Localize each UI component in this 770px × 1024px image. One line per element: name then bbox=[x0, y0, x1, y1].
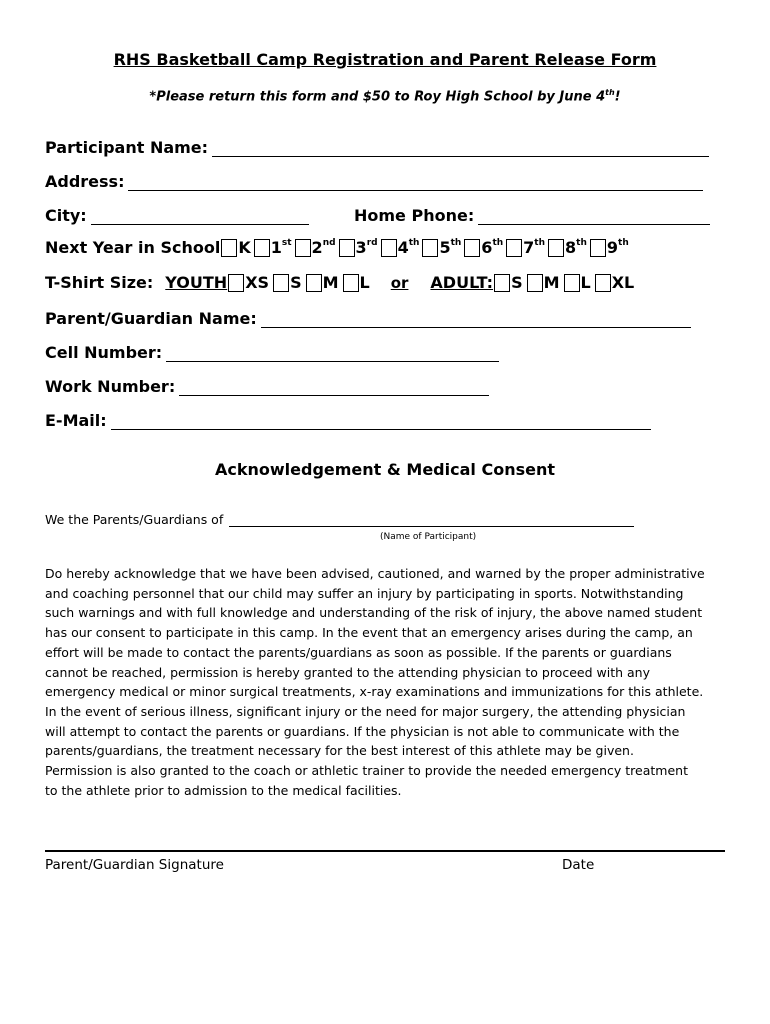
city-row bbox=[45, 206, 309, 225]
paragraph-line: emergency medical or minor surgical treatments, x-ray examinations and immunizations for this athlete. bbox=[45, 684, 704, 700]
paragraph-line: will attempt to contact the parents or guardians. If the physician is not able to communicate with the bbox=[45, 723, 680, 739]
grade-suffix: st bbox=[281, 238, 292, 248]
adult-size-label: L bbox=[580, 273, 591, 292]
subtitle-sup: th bbox=[605, 88, 615, 97]
work-number-row bbox=[45, 377, 489, 396]
tshirt-label: T-Shirt Size: bbox=[45, 273, 154, 292]
youth-size-label: M bbox=[322, 273, 339, 292]
date-label: Date bbox=[562, 857, 595, 873]
tshirt-row bbox=[45, 273, 637, 292]
paragraph-line: and coaching personnel that our child may suffer an injury by participating in sports. Notwithstanding bbox=[45, 585, 684, 601]
paragraph-line: In the event of serious illness, significant injury or the need for major surgery, the attending physician bbox=[45, 703, 686, 719]
grade-option bbox=[271, 238, 292, 257]
youth-size-label: S bbox=[290, 273, 302, 292]
grade-checkbox[interactable] bbox=[381, 239, 397, 257]
participant-name-label: Participant Name: bbox=[45, 138, 209, 157]
city-label: City: bbox=[45, 206, 87, 225]
grade-option bbox=[312, 238, 336, 257]
grade-suffix: rd bbox=[366, 238, 378, 248]
grade-checkbox[interactable] bbox=[295, 239, 311, 257]
grade-checkbox[interactable] bbox=[339, 239, 355, 257]
signature-label: Parent/Guardian Signature bbox=[45, 857, 224, 873]
grade-checkbox[interactable] bbox=[590, 239, 606, 257]
paragraph-line: Permission is also granted to the coach or athletic trainer to provide the needed emergency treatment bbox=[45, 763, 688, 779]
grade-label: 6 bbox=[481, 238, 493, 257]
grade-checkbox[interactable] bbox=[464, 239, 480, 257]
grade-suffix: th bbox=[576, 238, 587, 248]
guardian-name-label: Parent/Guardian Name: bbox=[45, 309, 257, 328]
work-number-field[interactable] bbox=[179, 380, 489, 396]
adult-size-label: M bbox=[543, 273, 560, 292]
participant-name-consent-field[interactable] bbox=[229, 514, 634, 527]
adult-size-checkbox[interactable] bbox=[595, 274, 611, 292]
grade-checkbox[interactable] bbox=[506, 239, 522, 257]
youth-size-checkbox[interactable] bbox=[228, 274, 244, 292]
guardian-name-field[interactable] bbox=[261, 312, 691, 328]
youth-size-checkbox[interactable] bbox=[306, 274, 322, 292]
cell-number-label: Cell Number: bbox=[45, 343, 163, 362]
work-number-label: Work Number: bbox=[45, 377, 176, 396]
paragraph-line: effort will be made to contact the parents/guardians as soon as possible. If the parents or guardians bbox=[45, 644, 672, 660]
home-phone-field[interactable] bbox=[478, 209, 710, 225]
name-caption: (Name of Participant) bbox=[380, 532, 477, 542]
youth-size-checkbox[interactable] bbox=[343, 274, 359, 292]
grade-checkbox[interactable] bbox=[254, 239, 270, 257]
home-phone-row bbox=[354, 206, 710, 225]
grade-label: 2 bbox=[311, 238, 323, 257]
grade-option bbox=[523, 238, 545, 257]
grade-label: K bbox=[238, 238, 251, 257]
email-row bbox=[45, 411, 651, 430]
paragraph-line: has our consent to participate in this camp. In the event that an emergency arises during the camp, an bbox=[45, 625, 693, 641]
we-the-row bbox=[45, 512, 634, 527]
grade-label: 5 bbox=[439, 238, 451, 257]
consent-paragraph bbox=[45, 564, 720, 800]
grade-option bbox=[398, 238, 420, 257]
paragraph-line: to the athlete prior to admission to the medical facilities. bbox=[45, 782, 402, 798]
adult-label: ADULT: bbox=[430, 273, 494, 292]
address-label: Address: bbox=[45, 172, 125, 191]
grade-label: 8 bbox=[565, 238, 577, 257]
grade-checkbox[interactable] bbox=[221, 239, 237, 257]
youth-size-label: L bbox=[359, 273, 370, 292]
participant-name-field[interactable] bbox=[212, 141, 709, 157]
participant-name-row bbox=[45, 138, 709, 157]
next-year-row bbox=[45, 238, 631, 257]
consent-heading: Acknowledgement & Medical Consent bbox=[214, 460, 555, 479]
grade-option bbox=[607, 238, 629, 257]
grade-suffix: th bbox=[618, 238, 629, 248]
grade-label: 7 bbox=[523, 238, 535, 257]
paragraph-line: Do hereby acknowledge that we have been advised, cautioned, and warned by the proper administrative bbox=[45, 566, 705, 581]
grade-label: 1 bbox=[270, 238, 282, 257]
address-field[interactable] bbox=[128, 175, 703, 191]
grade-label: 3 bbox=[355, 238, 367, 257]
youth-label: YOUTH bbox=[165, 273, 228, 292]
subtitle-text: *Please return this form and $50 to Roy High School by June 4 bbox=[149, 89, 606, 105]
paragraph-line: such warnings and with full knowledge and understanding of the risk of injury, the above named student bbox=[45, 605, 703, 621]
grade-suffix: th bbox=[492, 238, 504, 248]
home-phone-label: Home Phone: bbox=[354, 206, 475, 225]
or-label: or bbox=[390, 273, 409, 292]
grade-suffix: th bbox=[408, 238, 420, 248]
subtitle-end: ! bbox=[614, 89, 621, 105]
email-field[interactable] bbox=[111, 414, 651, 430]
grade-suffix: nd bbox=[322, 238, 336, 248]
adult-size-checkbox[interactable] bbox=[564, 274, 580, 292]
city-field[interactable] bbox=[91, 209, 309, 225]
adult-size-checkbox[interactable] bbox=[527, 274, 543, 292]
paragraph-line: parents/guardians, the treatment necessary for the best interest of this athlete may be given. bbox=[45, 743, 634, 759]
grade-option bbox=[356, 238, 378, 257]
grade-label: 4 bbox=[397, 238, 409, 257]
we-the-label: We the Parents/Guardians of bbox=[45, 512, 224, 527]
grade-option bbox=[238, 238, 250, 257]
grade-checkbox[interactable] bbox=[422, 239, 438, 257]
youth-size-checkbox[interactable] bbox=[273, 274, 289, 292]
youth-size-label: XS bbox=[245, 273, 270, 292]
adult-size-label: XL bbox=[611, 273, 635, 292]
signature-line[interactable] bbox=[45, 850, 725, 852]
grade-checkbox[interactable] bbox=[548, 239, 564, 257]
grade-option bbox=[481, 238, 503, 257]
form-title: RHS Basketball Camp Registration and Parent Release Form bbox=[113, 50, 657, 69]
guardian-name-row bbox=[45, 309, 691, 328]
adult-size-label: S bbox=[511, 273, 523, 292]
cell-number-field[interactable] bbox=[166, 346, 499, 362]
adult-size-checkbox[interactable] bbox=[494, 274, 510, 292]
address-row bbox=[45, 172, 703, 191]
grade-option bbox=[439, 238, 461, 257]
paragraph-line: cannot be reached, permission is hereby granted to the attending physician to proceed with any bbox=[45, 664, 650, 680]
grade-suffix: th bbox=[534, 238, 546, 248]
cell-number-row bbox=[45, 343, 499, 362]
form-subtitle bbox=[0, 88, 770, 104]
grade-option bbox=[565, 238, 587, 257]
grade-label: 9 bbox=[606, 238, 619, 257]
grade-suffix: th bbox=[450, 238, 462, 248]
next-year-label: Next Year in School bbox=[45, 238, 221, 257]
email-label: E-Mail: bbox=[45, 411, 107, 430]
